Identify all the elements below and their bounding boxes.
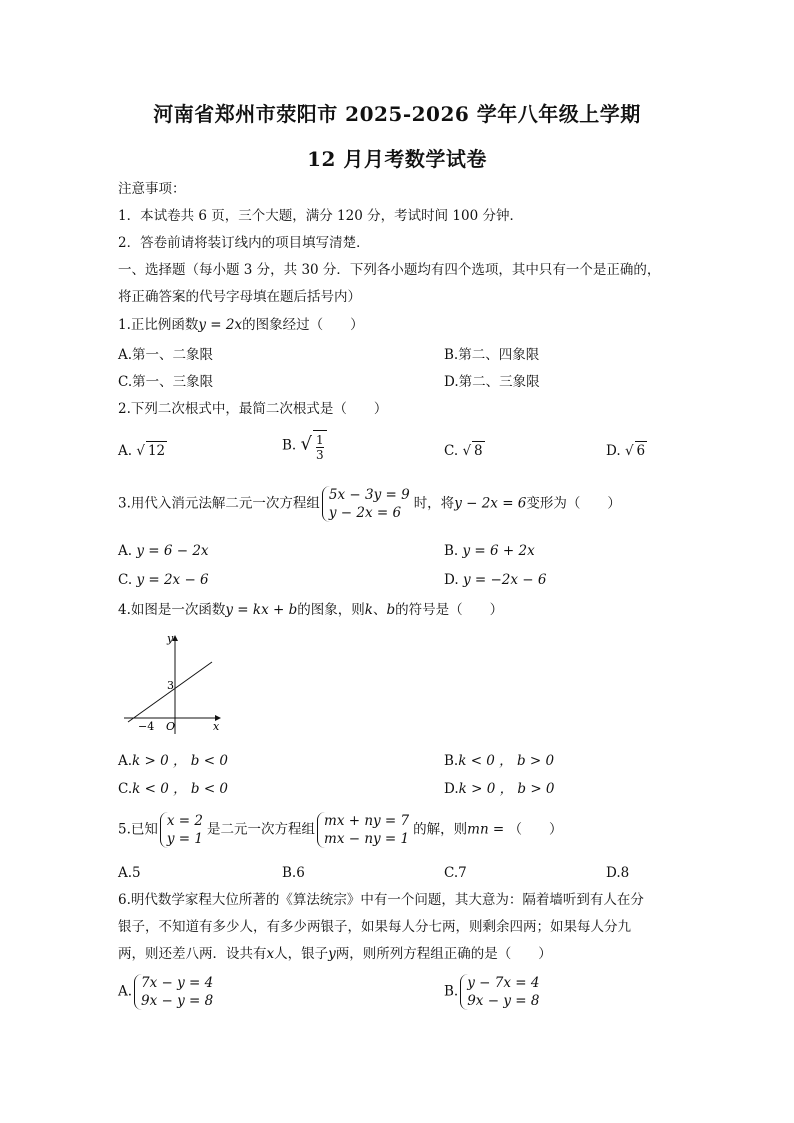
q6-variable-y: y: [328, 946, 336, 962]
note-2: 2．答卷前请将装订线内的项目填写清楚．: [118, 235, 370, 251]
x-intercept-label: −4: [138, 720, 155, 733]
q2-d-radicand: 6: [636, 443, 646, 459]
q5-equation-1: mx + ny = 7: [324, 813, 410, 829]
q6-option-b[interactable]: [444, 974, 543, 1010]
q3-c-label: C.: [118, 572, 133, 588]
question-3-stem: [118, 486, 621, 522]
q1-text-pre: 1.正比例函数: [118, 317, 199, 333]
q6-b-label: B.: [444, 983, 459, 1000]
q6-variable-x: x: [266, 946, 275, 962]
q1-option-a[interactable]: A.第一、二象限: [118, 347, 214, 363]
q6-option-a[interactable]: [118, 974, 217, 1010]
q4-k: k: [364, 602, 373, 618]
q2-option-c[interactable]: C. √ 8: [444, 443, 483, 459]
y-axis-label: y: [167, 632, 174, 645]
question-5-stem: [118, 812, 563, 848]
question-6-line1: 6.明代数学家程大位所著的《算法统宗》中有一个问题，其大意为：隔着墙听到有人在分: [118, 892, 644, 908]
q4-b: b: [386, 602, 396, 618]
q6-a-system: [134, 974, 215, 1010]
q2-b-label: B.: [282, 437, 297, 454]
q4-option-c[interactable]: [118, 780, 228, 798]
section1-instructions-cont: 将正确答案的代号字母填在题后括号内）: [118, 289, 361, 305]
question-4-stem: [118, 601, 503, 619]
question-2-stem: 2.下列二次根式中，最简二次根式是（ ）: [118, 401, 388, 417]
q4-option-b[interactable]: [444, 752, 554, 770]
q3-a-expression: y = 6 − 2x: [136, 543, 209, 559]
q4-a-expression: k > 0 ， b < 0: [132, 753, 228, 769]
q5-option-b[interactable]: B.6: [282, 865, 305, 881]
q4-text-pre: 4.如图是一次函数: [118, 602, 226, 618]
q2-d-label: D.: [606, 443, 621, 459]
q3-b-expression: y = 6 + 2x: [462, 543, 535, 559]
q6-b-equation-1: y − 7x = 4: [467, 975, 540, 991]
q2-c-label: C.: [444, 443, 459, 459]
q3-d-expression: y = −2x − 6: [462, 572, 547, 588]
q3-equation-2: y − 2x = 6: [328, 505, 402, 521]
q4-c-expression: k < 0 ， b < 0: [132, 781, 229, 797]
q4-separator: 、: [372, 602, 387, 618]
q6-a-equation-1: 7x − y = 4: [141, 975, 214, 991]
q1-expression: y = 2x: [198, 317, 243, 333]
section1-instructions: 一、选择题（每小题 3 分，共 30 分．下列各小题均有四个选项，其中只有一个是正确的，: [118, 262, 661, 278]
q2-b-numerator: 1: [316, 433, 324, 447]
q3-option-b[interactable]: [444, 542, 535, 560]
q5-expression: mn: [467, 821, 489, 838]
q3-expression: y − 2x = 6: [454, 495, 527, 512]
q5-text-pre: 5.已知: [118, 821, 158, 838]
q4-text-post: 的符号是（ ）: [395, 602, 504, 618]
function-line: [128, 662, 212, 722]
q4-option-a[interactable]: [118, 752, 228, 770]
q2-b-denominator: 3: [316, 448, 324, 462]
q5-text-post: 的解，则: [413, 821, 468, 838]
q5-solution-system: [160, 812, 205, 848]
q5-option-a[interactable]: A.5: [118, 865, 141, 881]
x-axis-label: x: [213, 720, 220, 733]
q6-a-label: A.: [118, 983, 133, 1000]
q5-solution-y: y = 1: [166, 831, 204, 847]
q2-c-radicand: 8: [474, 443, 483, 459]
q5-solution-x: x = 2: [166, 813, 203, 829]
q4-expression: y = kx + b: [225, 602, 298, 618]
q2-option-a[interactable]: A. √ 12: [118, 443, 166, 459]
q4-text-mid: 的图象，则: [297, 602, 365, 618]
q3-b-label: B.: [444, 543, 459, 559]
q6-b-equation-2: 9x − y = 8: [467, 993, 540, 1009]
q5-option-c[interactable]: C.7: [444, 865, 467, 881]
q4-linear-function-graph: [120, 630, 230, 740]
exam-title-line1: 河南省郑州市荥阳市 2025-2026 学年八年级上学期: [153, 102, 641, 126]
q1-text-post: 的图象经过（ ）: [242, 317, 364, 333]
q6-text-pre: 两，则还差八两．设共有: [118, 946, 267, 962]
q3-c-expression: y = 2x − 6: [136, 572, 209, 588]
q2-option-b[interactable]: B. √ $\frac{1}{3}$: [282, 430, 327, 462]
q3-text-mid: 时，将: [413, 495, 455, 512]
q5-text-end: = （ ）: [488, 821, 563, 838]
q3-text-pre: 3.用代入消元法解二元一次方程组: [118, 495, 320, 512]
q4-d-expression: k > 0 ， b > 0: [458, 781, 555, 797]
q2-a-radicand: 12: [147, 443, 166, 459]
q4-b-expression: k < 0 ， b > 0: [458, 753, 555, 769]
q3-option-d[interactable]: [444, 571, 546, 589]
q6-text-post: 两，则所列方程组正确的是（ ）: [335, 946, 552, 962]
question-6-line3: [118, 945, 552, 963]
q3-option-a[interactable]: [118, 542, 209, 560]
q3-a-label: A.: [118, 543, 133, 559]
exam-title-line2: 12 月月考数学试卷: [307, 147, 487, 171]
y-intercept-label: 3: [167, 679, 174, 692]
q5-text-mid: 是二元一次方程组: [207, 821, 316, 838]
q2-b-fraction: [313, 430, 327, 462]
q2-a-label: A.: [118, 443, 133, 459]
q5-equation-system: [317, 812, 411, 848]
q5-option-d[interactable]: D.8: [606, 865, 630, 881]
q6-text-mid: 人，银子: [274, 946, 329, 962]
note-1: 1．本试卷共 6 页，三个大题，满分 120 分，考试时间 100 分钟．: [118, 208, 523, 224]
q3-equation-1: 5x − 3y = 9: [328, 487, 410, 503]
q5-equation-2: mx − ny = 1: [324, 831, 410, 847]
q1-option-d[interactable]: D.第二、三象限: [444, 374, 540, 390]
q3-d-label: D.: [444, 572, 459, 588]
q2-option-d[interactable]: D. √ 6: [606, 443, 646, 459]
q4-a-label: A.: [118, 753, 133, 769]
q3-equation-system: [322, 486, 412, 522]
question-6-line2: 银子，不知道有多少人，有多少两银子，如果每人分七两，则剩余四两；如果每人分九: [118, 919, 631, 935]
notes-heading: 注意事项：: [118, 181, 186, 197]
origin-label: O: [166, 720, 176, 733]
q1-option-b[interactable]: B.第二、四象限: [444, 347, 540, 363]
q3-option-c[interactable]: [118, 571, 209, 589]
q1-option-c[interactable]: C.第一、三象限: [118, 374, 214, 390]
q4-d-label: D.: [444, 781, 459, 797]
q6-b-system: [460, 974, 541, 1010]
q3-text-post: 变形为（ ）: [526, 495, 621, 512]
question-1-stem: [118, 316, 364, 334]
q4-c-label: C.: [118, 781, 133, 797]
q4-b-label: B.: [444, 753, 459, 769]
q6-a-equation-2: 9x − y = 8: [141, 993, 214, 1009]
q4-option-d[interactable]: [444, 780, 555, 798]
